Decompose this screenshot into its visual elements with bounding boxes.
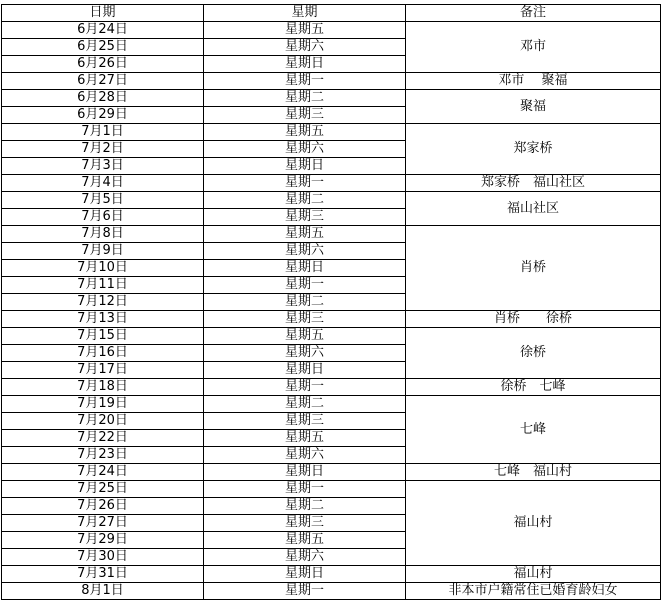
date-cell[interactable]: 7月30日: [2, 549, 204, 566]
weekday-cell[interactable]: 星期六: [204, 39, 406, 56]
note-cell[interactable]: 七峰: [406, 396, 661, 464]
note-cell[interactable]: 七峰 福山村: [406, 464, 661, 481]
weekday-cell[interactable]: 星期六: [204, 243, 406, 260]
note-cell[interactable]: 非本市户籍常住已婚育龄妇女: [406, 583, 661, 600]
date-cell[interactable]: 7月24日: [2, 464, 204, 481]
date-cell[interactable]: 7月11日: [2, 277, 204, 294]
table-row: [2, 583, 661, 600]
table-row: [2, 481, 661, 498]
note-cell[interactable]: 郑家桥 福山社区: [406, 175, 661, 192]
weekday-cell[interactable]: 星期一: [204, 277, 406, 294]
date-cell[interactable]: 6月27日: [2, 73, 204, 90]
weekday-cell[interactable]: 星期二: [204, 294, 406, 311]
table-row: [2, 175, 661, 192]
table-row: [2, 124, 661, 141]
weekday-cell[interactable]: 星期六: [204, 141, 406, 158]
date-cell[interactable]: 7月3日: [2, 158, 204, 175]
note-cell[interactable]: 福山村: [406, 566, 661, 583]
table-row: [2, 90, 661, 107]
date-cell[interactable]: 7月13日: [2, 311, 204, 328]
weekday-cell[interactable]: 星期二: [204, 498, 406, 515]
table-row: [2, 566, 661, 583]
weekday-cell[interactable]: 星期三: [204, 515, 406, 532]
weekday-cell[interactable]: 星期日: [204, 158, 406, 175]
date-cell[interactable]: 7月19日: [2, 396, 204, 413]
date-cell[interactable]: 7月17日: [2, 362, 204, 379]
table-row: [2, 22, 661, 39]
note-cell[interactable]: 邓市: [406, 22, 661, 73]
schedule-body: [2, 22, 661, 600]
note-cell[interactable]: 徐桥 七峰: [406, 379, 661, 396]
weekday-cell[interactable]: 星期三: [204, 107, 406, 124]
date-cell[interactable]: 7月20日: [2, 413, 204, 430]
note-cell[interactable]: 徐桥: [406, 328, 661, 379]
date-cell[interactable]: 7月15日: [2, 328, 204, 345]
weekday-cell[interactable]: 星期六: [204, 549, 406, 566]
weekday-cell[interactable]: 星期一: [204, 583, 406, 600]
date-cell[interactable]: 7月12日: [2, 294, 204, 311]
weekday-cell[interactable]: 星期六: [204, 345, 406, 362]
table-row: [2, 73, 661, 90]
date-cell[interactable]: 7月5日: [2, 192, 204, 209]
date-cell[interactable]: 7月27日: [2, 515, 204, 532]
date-cell[interactable]: 7月8日: [2, 226, 204, 243]
table-row: [2, 226, 661, 243]
schedule-table: [1, 4, 661, 600]
header-weekday[interactable]: 星期: [204, 5, 406, 22]
note-cell[interactable]: 聚福: [406, 90, 661, 124]
note-cell[interactable]: 肖桥: [406, 226, 661, 311]
weekday-cell[interactable]: 星期三: [204, 209, 406, 226]
note-cell[interactable]: 邓市 聚福: [406, 73, 661, 90]
date-cell[interactable]: 7月22日: [2, 430, 204, 447]
table-row: [2, 379, 661, 396]
note-cell[interactable]: 肖桥 徐桥: [406, 311, 661, 328]
weekday-cell[interactable]: 星期五: [204, 532, 406, 549]
date-cell[interactable]: 8月1日: [2, 583, 204, 600]
date-cell[interactable]: 6月28日: [2, 90, 204, 107]
date-cell[interactable]: 7月26日: [2, 498, 204, 515]
date-cell[interactable]: 7月23日: [2, 447, 204, 464]
weekday-cell[interactable]: 星期一: [204, 481, 406, 498]
weekday-cell[interactable]: 星期日: [204, 260, 406, 277]
header-note[interactable]: 备注: [406, 5, 661, 22]
weekday-cell[interactable]: 星期一: [204, 379, 406, 396]
weekday-cell[interactable]: 星期五: [204, 124, 406, 141]
date-cell[interactable]: 7月2日: [2, 141, 204, 158]
table-row: [2, 311, 661, 328]
date-cell[interactable]: 7月29日: [2, 532, 204, 549]
weekday-cell[interactable]: 星期一: [204, 175, 406, 192]
header-row: [2, 5, 661, 22]
note-cell[interactable]: 郑家桥: [406, 124, 661, 175]
weekday-cell[interactable]: 星期日: [204, 56, 406, 73]
weekday-cell[interactable]: 星期五: [204, 328, 406, 345]
weekday-cell[interactable]: 星期五: [204, 430, 406, 447]
table-row: [2, 464, 661, 481]
date-cell[interactable]: 7月9日: [2, 243, 204, 260]
table-row: [2, 396, 661, 413]
date-cell[interactable]: 7月6日: [2, 209, 204, 226]
date-cell[interactable]: 6月29日: [2, 107, 204, 124]
weekday-cell[interactable]: 星期日: [204, 362, 406, 379]
weekday-cell[interactable]: 星期三: [204, 413, 406, 430]
date-cell[interactable]: 7月18日: [2, 379, 204, 396]
weekday-cell[interactable]: 星期六: [204, 447, 406, 464]
table-row: [2, 328, 661, 345]
weekday-cell[interactable]: 星期日: [204, 464, 406, 481]
table-row: [2, 192, 661, 209]
schedule-sheet: [1, 4, 661, 600]
note-cell[interactable]: 福山社区: [406, 192, 661, 226]
weekday-cell[interactable]: 星期日: [204, 566, 406, 583]
weekday-cell[interactable]: 星期三: [204, 311, 406, 328]
header-date[interactable]: 日期: [2, 5, 204, 22]
date-cell[interactable]: 6月25日: [2, 39, 204, 56]
date-cell[interactable]: 7月31日: [2, 566, 204, 583]
weekday-cell[interactable]: 星期一: [204, 73, 406, 90]
date-cell[interactable]: 7月10日: [2, 260, 204, 277]
weekday-cell[interactable]: 星期二: [204, 90, 406, 107]
date-cell[interactable]: 7月4日: [2, 175, 204, 192]
weekday-cell[interactable]: 星期二: [204, 396, 406, 413]
date-cell[interactable]: 7月25日: [2, 481, 204, 498]
date-cell[interactable]: 6月26日: [2, 56, 204, 73]
date-cell[interactable]: 7月16日: [2, 345, 204, 362]
weekday-cell[interactable]: 星期五: [204, 22, 406, 39]
weekday-cell[interactable]: 星期二: [204, 192, 406, 209]
date-cell[interactable]: 6月24日: [2, 22, 204, 39]
date-cell[interactable]: 7月1日: [2, 124, 204, 141]
note-cell[interactable]: 福山村: [406, 481, 661, 566]
weekday-cell[interactable]: 星期五: [204, 226, 406, 243]
